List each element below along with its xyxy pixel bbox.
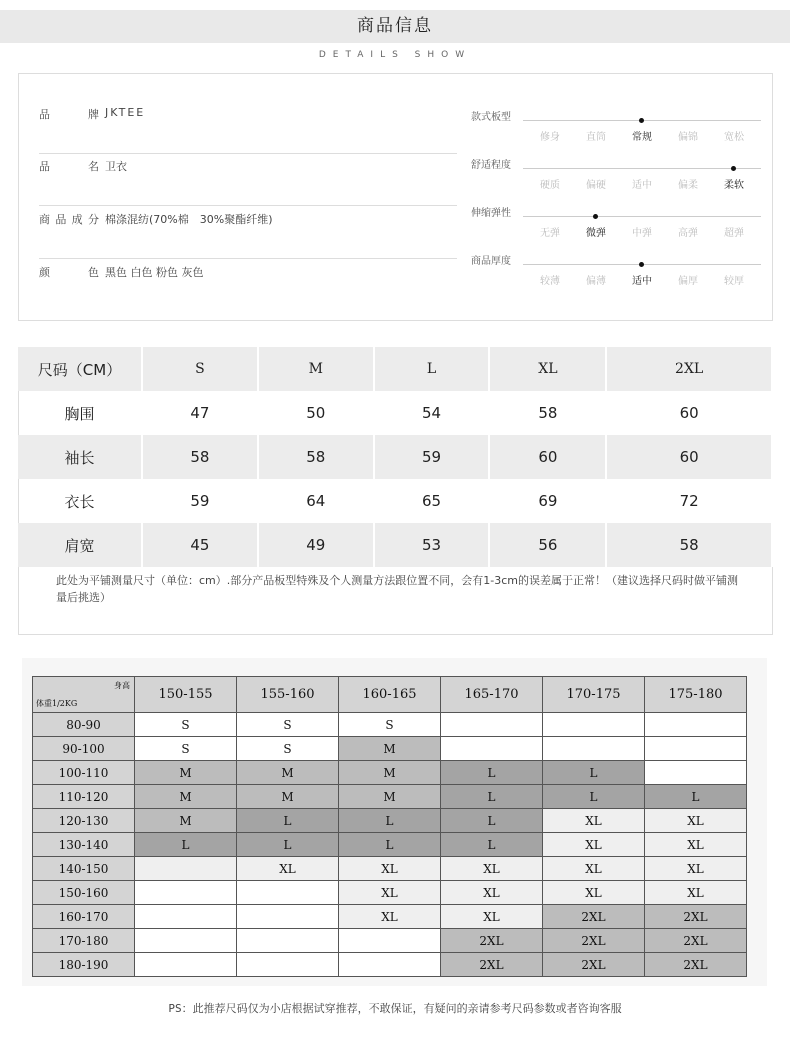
attr-option: 超弹 — [724, 228, 744, 239]
attr-fit — [471, 108, 761, 156]
table-header-cell: 2XL — [606, 347, 772, 391]
attr-option-selected: 适中 — [632, 276, 652, 287]
size-cell — [441, 737, 543, 761]
size-cell: 2XL — [645, 929, 747, 953]
table-header-cell: L — [374, 347, 490, 391]
table-row — [33, 929, 747, 953]
size-chart-table — [18, 347, 773, 567]
table-cell: 60 — [606, 435, 772, 479]
attr-option: 直筒 — [586, 132, 606, 143]
weight-label: 110-120 — [33, 785, 135, 809]
weight-label: 160-170 — [33, 905, 135, 929]
size-cell — [237, 953, 339, 977]
size-cell: M — [339, 761, 441, 785]
size-cell: L — [237, 809, 339, 833]
attr-option: 适中 — [632, 180, 652, 191]
table-row — [33, 809, 747, 833]
size-cell: XL — [543, 881, 645, 905]
page-subtitle: DETAILS SHOW — [318, 50, 472, 60]
size-cell: L — [543, 761, 645, 785]
height-header: 155-160 — [237, 677, 339, 713]
size-cell: S — [339, 713, 441, 737]
info-row-color — [39, 264, 457, 312]
attr-indicator-dot — [593, 214, 598, 219]
size-cell: XL — [441, 857, 543, 881]
info-label: 颜色 — [39, 266, 99, 279]
height-header: 175-180 — [645, 677, 747, 713]
size-cell: 2XL — [543, 905, 645, 929]
size-cell: M — [135, 761, 237, 785]
size-cell — [339, 953, 441, 977]
attr-option: 偏薄 — [586, 276, 606, 287]
size-cell — [237, 881, 339, 905]
size-cell: L — [135, 833, 237, 857]
ps-note: PS：此推荐尺码仅为小店根据试穿推荐，不敢保证，有疑问的亲请参考尺码参数或者咨询客服 — [168, 1002, 622, 1015]
size-cell: 2XL — [645, 953, 747, 977]
size-cell: S — [237, 713, 339, 737]
size-cell — [135, 953, 237, 977]
table-cell: 47 — [142, 391, 258, 435]
table-row — [33, 737, 747, 761]
table-row — [18, 391, 772, 435]
size-cell: L — [543, 785, 645, 809]
weight-label: 140-150 — [33, 857, 135, 881]
size-cell — [135, 905, 237, 929]
table-cell: 58 — [258, 435, 374, 479]
size-cell: 2XL — [543, 953, 645, 977]
attr-option: 较薄 — [540, 276, 560, 287]
size-cell — [645, 761, 747, 785]
table-row — [33, 833, 747, 857]
attr-comfort — [471, 156, 761, 204]
measurement-note: 此处为平铺测量尺寸（单位：cm）.部分产品板型特殊及个人测量方法跟位置不同，会有1-3cm的误差属于正常！（建议选择尺码时做平铺测量后挑选） — [56, 574, 738, 604]
attr-option: 高弹 — [678, 228, 698, 239]
table-header-cell: M — [258, 347, 374, 391]
table-header-cell: S — [142, 347, 258, 391]
table-header-cell: XL — [489, 347, 606, 391]
attr-title: 款式板型 — [471, 112, 511, 123]
table-cell: 45 — [142, 523, 258, 567]
size-cell — [135, 929, 237, 953]
info-label: 品名 — [39, 160, 99, 173]
attr-option-selected: 微弹 — [586, 228, 606, 239]
weight-label: 100-110 — [33, 761, 135, 785]
info-label: 商品成分 — [39, 213, 99, 226]
product-info-panel — [18, 73, 773, 321]
attr-option: 无弹 — [540, 228, 560, 239]
recommend-table — [32, 676, 747, 977]
size-cell: L — [441, 809, 543, 833]
height-header: 170-175 — [543, 677, 645, 713]
attr-indicator-dot — [639, 262, 644, 267]
attr-option: 宽松 — [724, 132, 744, 143]
attr-option: 较厚 — [724, 276, 744, 287]
table-row — [33, 857, 747, 881]
attr-option: 偏厚 — [678, 276, 698, 287]
info-row-name — [39, 158, 457, 206]
size-cell: M — [237, 761, 339, 785]
height-header: 160-165 — [339, 677, 441, 713]
table-row — [18, 523, 772, 567]
size-cell: XL — [237, 857, 339, 881]
size-cell: L — [339, 833, 441, 857]
info-row-material — [39, 211, 457, 259]
size-cell: XL — [645, 857, 747, 881]
weight-label: 130-140 — [33, 833, 135, 857]
row-label: 袖长 — [18, 435, 142, 479]
table-cell: 59 — [142, 479, 258, 523]
height-header: 165-170 — [441, 677, 543, 713]
table-row — [33, 905, 747, 929]
attr-option: 偏硬 — [586, 180, 606, 191]
size-cell: M — [339, 737, 441, 761]
size-cell: XL — [339, 857, 441, 881]
table-cell: 54 — [374, 391, 490, 435]
table-cell: 58 — [606, 523, 772, 567]
info-value: 黑色 白色 粉色 灰色 — [105, 266, 204, 279]
weight-label: 150-160 — [33, 881, 135, 905]
info-label: 品牌 — [39, 108, 99, 121]
attr-option-selected: 柔软 — [724, 180, 744, 191]
size-cell: M — [135, 809, 237, 833]
size-cell — [543, 713, 645, 737]
table-cell: 59 — [374, 435, 490, 479]
size-cell: L — [441, 833, 543, 857]
attr-title: 商品厚度 — [471, 256, 511, 267]
row-label: 衣长 — [18, 479, 142, 523]
size-cell: 2XL — [441, 953, 543, 977]
size-cell: S — [237, 737, 339, 761]
size-cell — [135, 857, 237, 881]
size-cell: L — [237, 833, 339, 857]
table-row — [18, 435, 772, 479]
table-cell: 49 — [258, 523, 374, 567]
size-cell: S — [135, 713, 237, 737]
size-cell: M — [135, 785, 237, 809]
size-cell: M — [339, 785, 441, 809]
size-cell — [441, 713, 543, 737]
size-cell — [645, 737, 747, 761]
height-header: 150-155 — [135, 677, 237, 713]
size-cell: XL — [543, 857, 645, 881]
corner-height-label: 身高 — [114, 681, 130, 690]
row-label: 胸围 — [18, 391, 142, 435]
table-cell: 60 — [489, 435, 606, 479]
table-cell: 58 — [142, 435, 258, 479]
table-row — [33, 785, 747, 809]
table-row — [33, 761, 747, 785]
attr-title: 舒适程度 — [471, 160, 511, 171]
attr-elasticity — [471, 204, 761, 252]
size-cell — [237, 905, 339, 929]
size-cell: L — [339, 809, 441, 833]
size-cell: L — [441, 785, 543, 809]
attr-indicator-dot — [639, 118, 644, 123]
table-row — [33, 953, 747, 977]
table-header-row — [18, 347, 772, 391]
attr-option: 偏柔 — [678, 180, 698, 191]
size-cell — [645, 713, 747, 737]
size-cell: 2XL — [441, 929, 543, 953]
weight-label: 170-180 — [33, 929, 135, 953]
attr-option-selected: 常规 — [632, 132, 652, 143]
info-row-brand — [39, 106, 457, 154]
table-row — [33, 881, 747, 905]
page-title: 商品信息 — [0, 10, 790, 43]
attr-option: 硬质 — [540, 180, 560, 191]
table-header-cell: 尺码（CM） — [18, 347, 142, 391]
weight-label: 90-100 — [33, 737, 135, 761]
weight-label: 120-130 — [33, 809, 135, 833]
table-cell: 60 — [606, 391, 772, 435]
info-value: JKTEE — [105, 106, 146, 119]
attr-option: 修身 — [540, 132, 560, 143]
weight-label: 180-190 — [33, 953, 135, 977]
size-cell: XL — [441, 881, 543, 905]
corner-weight-label: 体重1/2KG — [36, 699, 78, 708]
attr-indicator-dot — [731, 166, 736, 171]
size-cell: 2XL — [543, 929, 645, 953]
attr-title: 伸缩弹性 — [471, 208, 511, 219]
size-cell: L — [645, 785, 747, 809]
table-cell: 58 — [489, 391, 606, 435]
size-cell: L — [441, 761, 543, 785]
row-label: 肩宽 — [18, 523, 142, 567]
table-row — [18, 479, 772, 523]
attr-option: 偏锦 — [678, 132, 698, 143]
size-cell: XL — [645, 809, 747, 833]
attr-thickness — [471, 252, 761, 300]
size-cell — [543, 737, 645, 761]
size-cell: XL — [441, 905, 543, 929]
info-value: 棉涤混纺(70%棉 30%聚酯纤维) — [105, 213, 273, 226]
table-cell: 50 — [258, 391, 374, 435]
weight-label: 80-90 — [33, 713, 135, 737]
size-cell: XL — [339, 905, 441, 929]
corner-cell — [33, 677, 135, 713]
info-value: 卫衣 — [105, 160, 127, 173]
size-cell — [135, 881, 237, 905]
table-row — [33, 713, 747, 737]
size-cell — [339, 929, 441, 953]
attr-option: 中弹 — [632, 228, 652, 239]
size-cell — [237, 929, 339, 953]
table-cell: 64 — [258, 479, 374, 523]
table-cell: 56 — [489, 523, 606, 567]
table-cell: 72 — [606, 479, 772, 523]
size-cell: XL — [543, 809, 645, 833]
table-cell: 53 — [374, 523, 490, 567]
size-cell: XL — [645, 833, 747, 857]
size-cell: XL — [645, 881, 747, 905]
table-cell: 65 — [374, 479, 490, 523]
size-cell: M — [237, 785, 339, 809]
size-cell: XL — [339, 881, 441, 905]
size-cell: XL — [543, 833, 645, 857]
size-cell: S — [135, 737, 237, 761]
size-cell: 2XL — [645, 905, 747, 929]
table-cell: 69 — [489, 479, 606, 523]
